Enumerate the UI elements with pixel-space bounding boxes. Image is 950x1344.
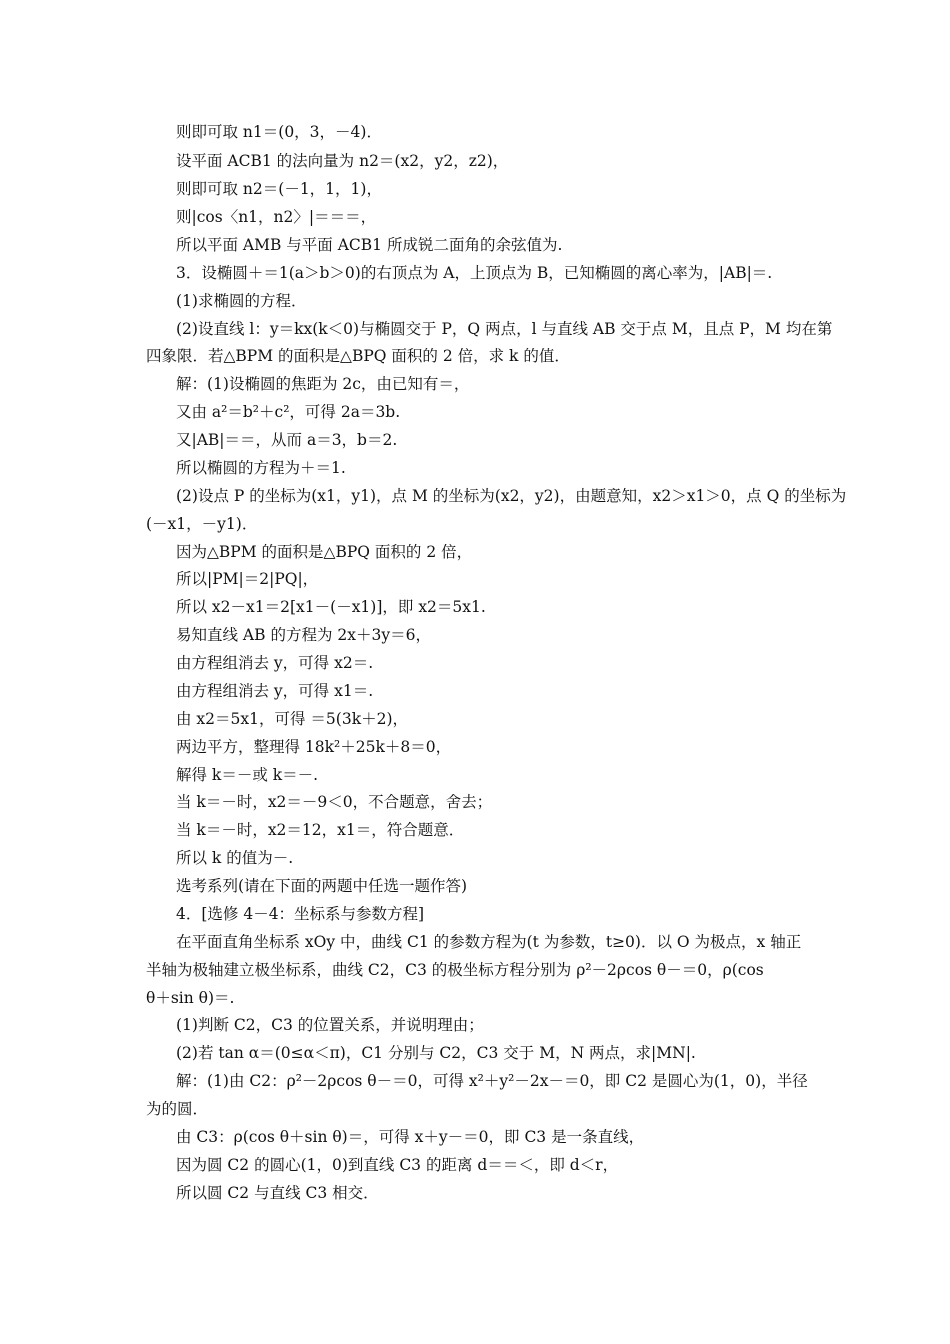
text-line: 解得 k＝－或 k＝－. [176, 766, 319, 784]
text-line: 因为△BPM 的面积是△BPQ 面积的 2 倍， [176, 543, 473, 561]
text-line: 由方程组消去 y，可得 x2＝. [176, 654, 374, 672]
solution-heading: 解：(1)设椭圆的焦距为 2c，由已知有＝， [176, 375, 470, 393]
text-line: 由 C3：ρ(cos θ＋sin θ)＝，可得 x＋y－＝0，即 C3 是一条直线， [176, 1128, 645, 1146]
text-line: 则即可取 n2＝(－1，1，1)， [176, 180, 382, 198]
text-line: (1)判断 C2，C3 的位置关系，并说明理由； [176, 1016, 484, 1034]
text-line: 因为圆 C2 的圆心(1，0)到直线 C3 的距离 d＝＝＜，即 d＜r， [176, 1156, 619, 1174]
text-line: 易知直线 AB 的方程为 2x＋3y＝6， [176, 626, 431, 644]
text-line: 所以 k 的值为－. [176, 849, 294, 867]
text-line: 当 k＝－时，x2＝－9＜0，不合题意，舍去； [176, 793, 493, 811]
text-line: 为的圆． [146, 1100, 209, 1118]
text-line: 由方程组消去 y，可得 x1＝. [176, 682, 374, 700]
text-line: 所以椭圆的方程为＋＝1. [176, 459, 346, 477]
problem-4-heading: 4．[选修 4－4：坐标系与参数方程] [176, 905, 425, 923]
text-line: 设平面 ACB1 的法向量为 n2＝(x2，y2，z2)， [176, 152, 509, 170]
text-line: 四象限．若△BPM 的面积是△BPQ 面积的 2 倍，求 k 的值． [146, 347, 570, 365]
problem-3-statement: 3．设椭圆＋＝1(a＞b＞0)的右顶点为 A，上顶点为 B，已知椭圆的离心率为，|AB|＝. [176, 264, 773, 282]
text-line: 由 x2＝5x1，可得 ＝5(3k＋2)， [176, 710, 408, 728]
text-line: 所以圆 C2 与直线 C3 相交． [176, 1184, 379, 1202]
solution-heading: 解：(1)由 C2：ρ²－2ρcos θ－＝0，可得 x²＋y²－2x－＝0，即 C2 是圆心为(1，0)，半径 [176, 1072, 808, 1090]
text-line: 又|AB|＝＝，从而 a＝3，b＝2. [176, 431, 398, 449]
text-line: 两边平方，整理得 18k²＋25k＋8＝0， [176, 738, 452, 756]
text-line: 半轴为极轴建立极坐标系，曲线 C2，C3 的极坐标方程分别为 ρ²－2ρcos θ－＝0，ρ(cos [146, 961, 764, 979]
text-line: 所以平面 AMB 与平面 ACB1 所成锐二面角的余弦值为. [176, 236, 563, 254]
text-line: (－x1，－y1)． [146, 515, 258, 533]
text-line: θ＋sin θ)＝. [146, 989, 235, 1007]
text-line: (2)设点 P 的坐标为(x1，y1)，点 M 的坐标为(x2，y2)，由题意知，x2＞x1＞0，点 Q 的坐标为 [176, 487, 847, 505]
text-line: 则即可取 n1＝(0，3，－4)． [176, 123, 382, 141]
text-line: 当 k＝－时，x2＝12，x1＝，符合题意． [176, 821, 465, 839]
text-line: 所以 x2－x1＝2[x1－(－x1)]，即 x2＝5x1. [176, 598, 486, 616]
text-line: 又由 a²＝b²＋c²，可得 2a＝3b. [176, 403, 401, 421]
section-heading: 选考系列(请在下面的两题中任选一题作答) [176, 877, 468, 895]
text-line: (2)设直线 l：y＝kx(k＜0)与椭圆交于 P，Q 两点，l 与直线 AB 交于点 M，且点 P，M 均在第 [176, 320, 833, 338]
text-line: 在平面直角坐标系 xOy 中，曲线 C1 的参数方程为(t 为参数，t≥0)．以 O 为极点，x 轴正 [176, 933, 802, 951]
text-line: (1)求椭圆的方程． [176, 292, 307, 310]
text-line: 所以|PM|＝2|PQ|， [176, 570, 319, 588]
text-line: (2)若 tan α＝(0≤α＜π)，C1 分别与 C2，C3 交于 M，N 两点，求|MN|. [176, 1044, 696, 1062]
text-line: 则|cos〈n1，n2〉|＝＝＝， [176, 208, 377, 226]
